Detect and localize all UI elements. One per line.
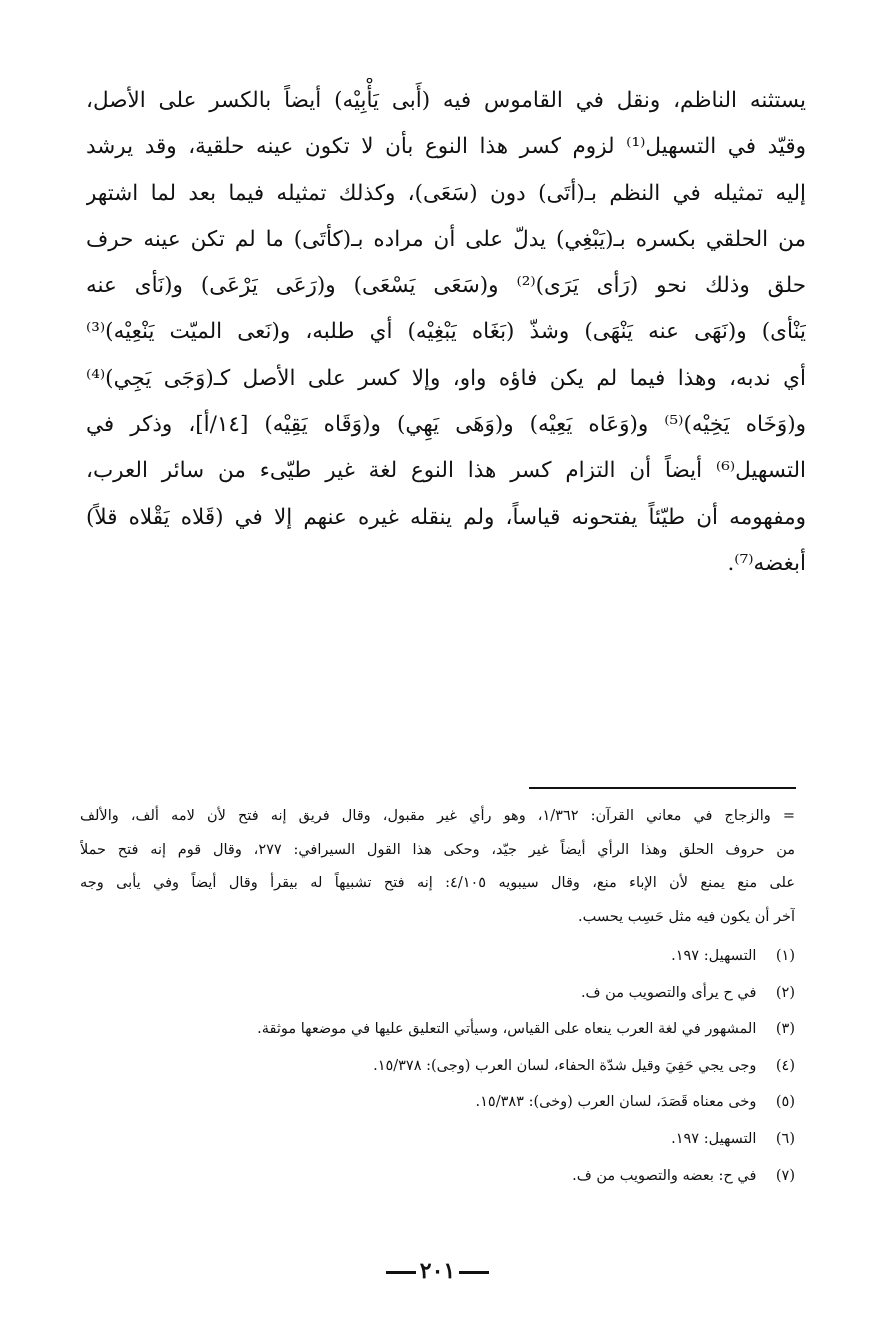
- footnote-number: (٤): [775, 1057, 795, 1074]
- main-text: [86, 78, 806, 587]
- body-line: حلق وذلك نحو (رَأى يَرَى)⁽²⁾ و(سَعَى يَسْعَى) و(رَعَى يَرْعَى) و(نَأى عنه: [86, 273, 806, 299]
- page-number-value: ٢٠١: [419, 1258, 456, 1284]
- body-line: ومفهومه أن طيّئاً يفتحونه قياساً، ولم ينقله غيره عنهم إلا في (قَلاه يَقْلاه قلاً): [86, 504, 806, 530]
- footnote-text: في ح يرأى والتصويب من ف.: [580, 984, 757, 1001]
- footnote-continuation-line: من حروف الحلق وهذا الرأي أيضاً غير جيّد، وحكى هذا القول السيرافي: ٢٧٧، وقال قوم إنه فتح حملاً: [80, 841, 795, 858]
- footnote-number: (٢): [775, 984, 795, 1001]
- footnote-item: [80, 1121, 795, 1158]
- body-line: من الحلقي بكسره بـ(يَبْغِي) يدلّ على أن مراده بـ(كأتَى) ما لم تكن عينه حرف: [86, 226, 806, 252]
- body-line: وقيّد في التسهيل⁽¹⁾ لزوم كسر هذا النوع بأن لا تكون عينه حلقية، وقد يرشد: [86, 134, 806, 160]
- footnote-item: [80, 1048, 795, 1085]
- footnote-number: (١): [775, 948, 795, 964]
- body-line: أي ندبه، وهذا فيما لم يكن فاؤه واو، وإلا كسر على الأصل كـ(وَجَى يَجِي)⁽⁴⁾: [86, 365, 806, 391]
- footnote-item: [80, 1011, 795, 1048]
- body-line: التسهيل⁽⁶⁾ أيضاً أن التزام كسر هذا النوع لغة غير طيّىء من سائر العرب،: [86, 458, 806, 484]
- footnote-number: (٦): [775, 1130, 795, 1147]
- footnote-text: المشهور في لغة العرب ينعاه على القياس، وسيأتي التعليق عليها في موضعها موثقة.: [257, 1021, 757, 1038]
- body-line: و(وَخَاه يَخِيْه)⁽⁵⁾ و(وَعَاه يَعِيْه) و(وَهَى يَهِي) و(وَقَاه يَقِيْه) [١٤/أ]، وذكر في: [86, 412, 806, 438]
- footnotes: [80, 800, 795, 1194]
- footnote-continuation-line: على منع يمنع لأن الإباء منع، وقال سيبويه ٤/١٠٥: إنه فتح تشبيهاً له بيقرأ وقال أيضاً وفي يأبى وجه: [80, 875, 795, 891]
- footnote-list: [80, 938, 795, 1194]
- page-number: [0, 1258, 875, 1284]
- footnote-separator: [529, 787, 796, 789]
- footnote-continuation-line: = والزجاج في معاني القرآن: ١/٣٦٢، وهو رأي غير مقبول، وقال فريق إنه فتح لأن لامه ألف، والألف: [80, 808, 795, 824]
- footnote-text: وخى معناه قَصَدَ، لسان العرب (وخى): ١٥/٣٨٣.: [475, 1094, 757, 1111]
- footnote-number: (٧): [775, 1167, 795, 1184]
- body-line: يَنْأى) و(نَهَى عنه يَنْهَى) وشذّ (بَغَاه يَبْغِيْه) أي طلبه، و(نَعى الميّت يَنْعِيْه)⁽³⁾: [86, 319, 806, 345]
- footnote-continuation-line: آخر أن يكون فيه مثل حَسِب يحسب.: [577, 908, 795, 925]
- footnote-continuation: [80, 800, 795, 934]
- footnote-text: في ح: بعضه والتصويب من ف.: [572, 1167, 757, 1184]
- footnote-text: التسهيل: ١٩٧.: [671, 1130, 757, 1147]
- body-line: إليه تمثيله في النظم بـ(أتَى) دون (سَعَى)، وكذلك تمثيله فيما بعد لما اشتهر: [86, 180, 806, 206]
- footnote-number: (٥): [775, 1094, 795, 1111]
- footnote-item: [80, 975, 795, 1012]
- body-line: أبغضه⁽⁷⁾.: [727, 550, 806, 576]
- page-number-dash: [459, 1271, 489, 1274]
- footnote-item: [80, 938, 795, 975]
- page-number-dash: [386, 1271, 416, 1274]
- footnote-item: [80, 1084, 795, 1121]
- footnote-text: التسهيل: ١٩٧.: [671, 948, 757, 964]
- footnote-item: [80, 1158, 795, 1195]
- body-line: يستثنه الناظم، ونقل في القاموس فيه (أَبى يَأْبِيْه) أيضاً بالكسر على الأصل،: [86, 88, 806, 113]
- footnote-text: وجى يجي حَفِيَ وقيل شدّة الحفاء، لسان العرب (وجى): ١٥/٣٧٨.: [373, 1057, 757, 1074]
- footnote-number: (٣): [775, 1021, 795, 1038]
